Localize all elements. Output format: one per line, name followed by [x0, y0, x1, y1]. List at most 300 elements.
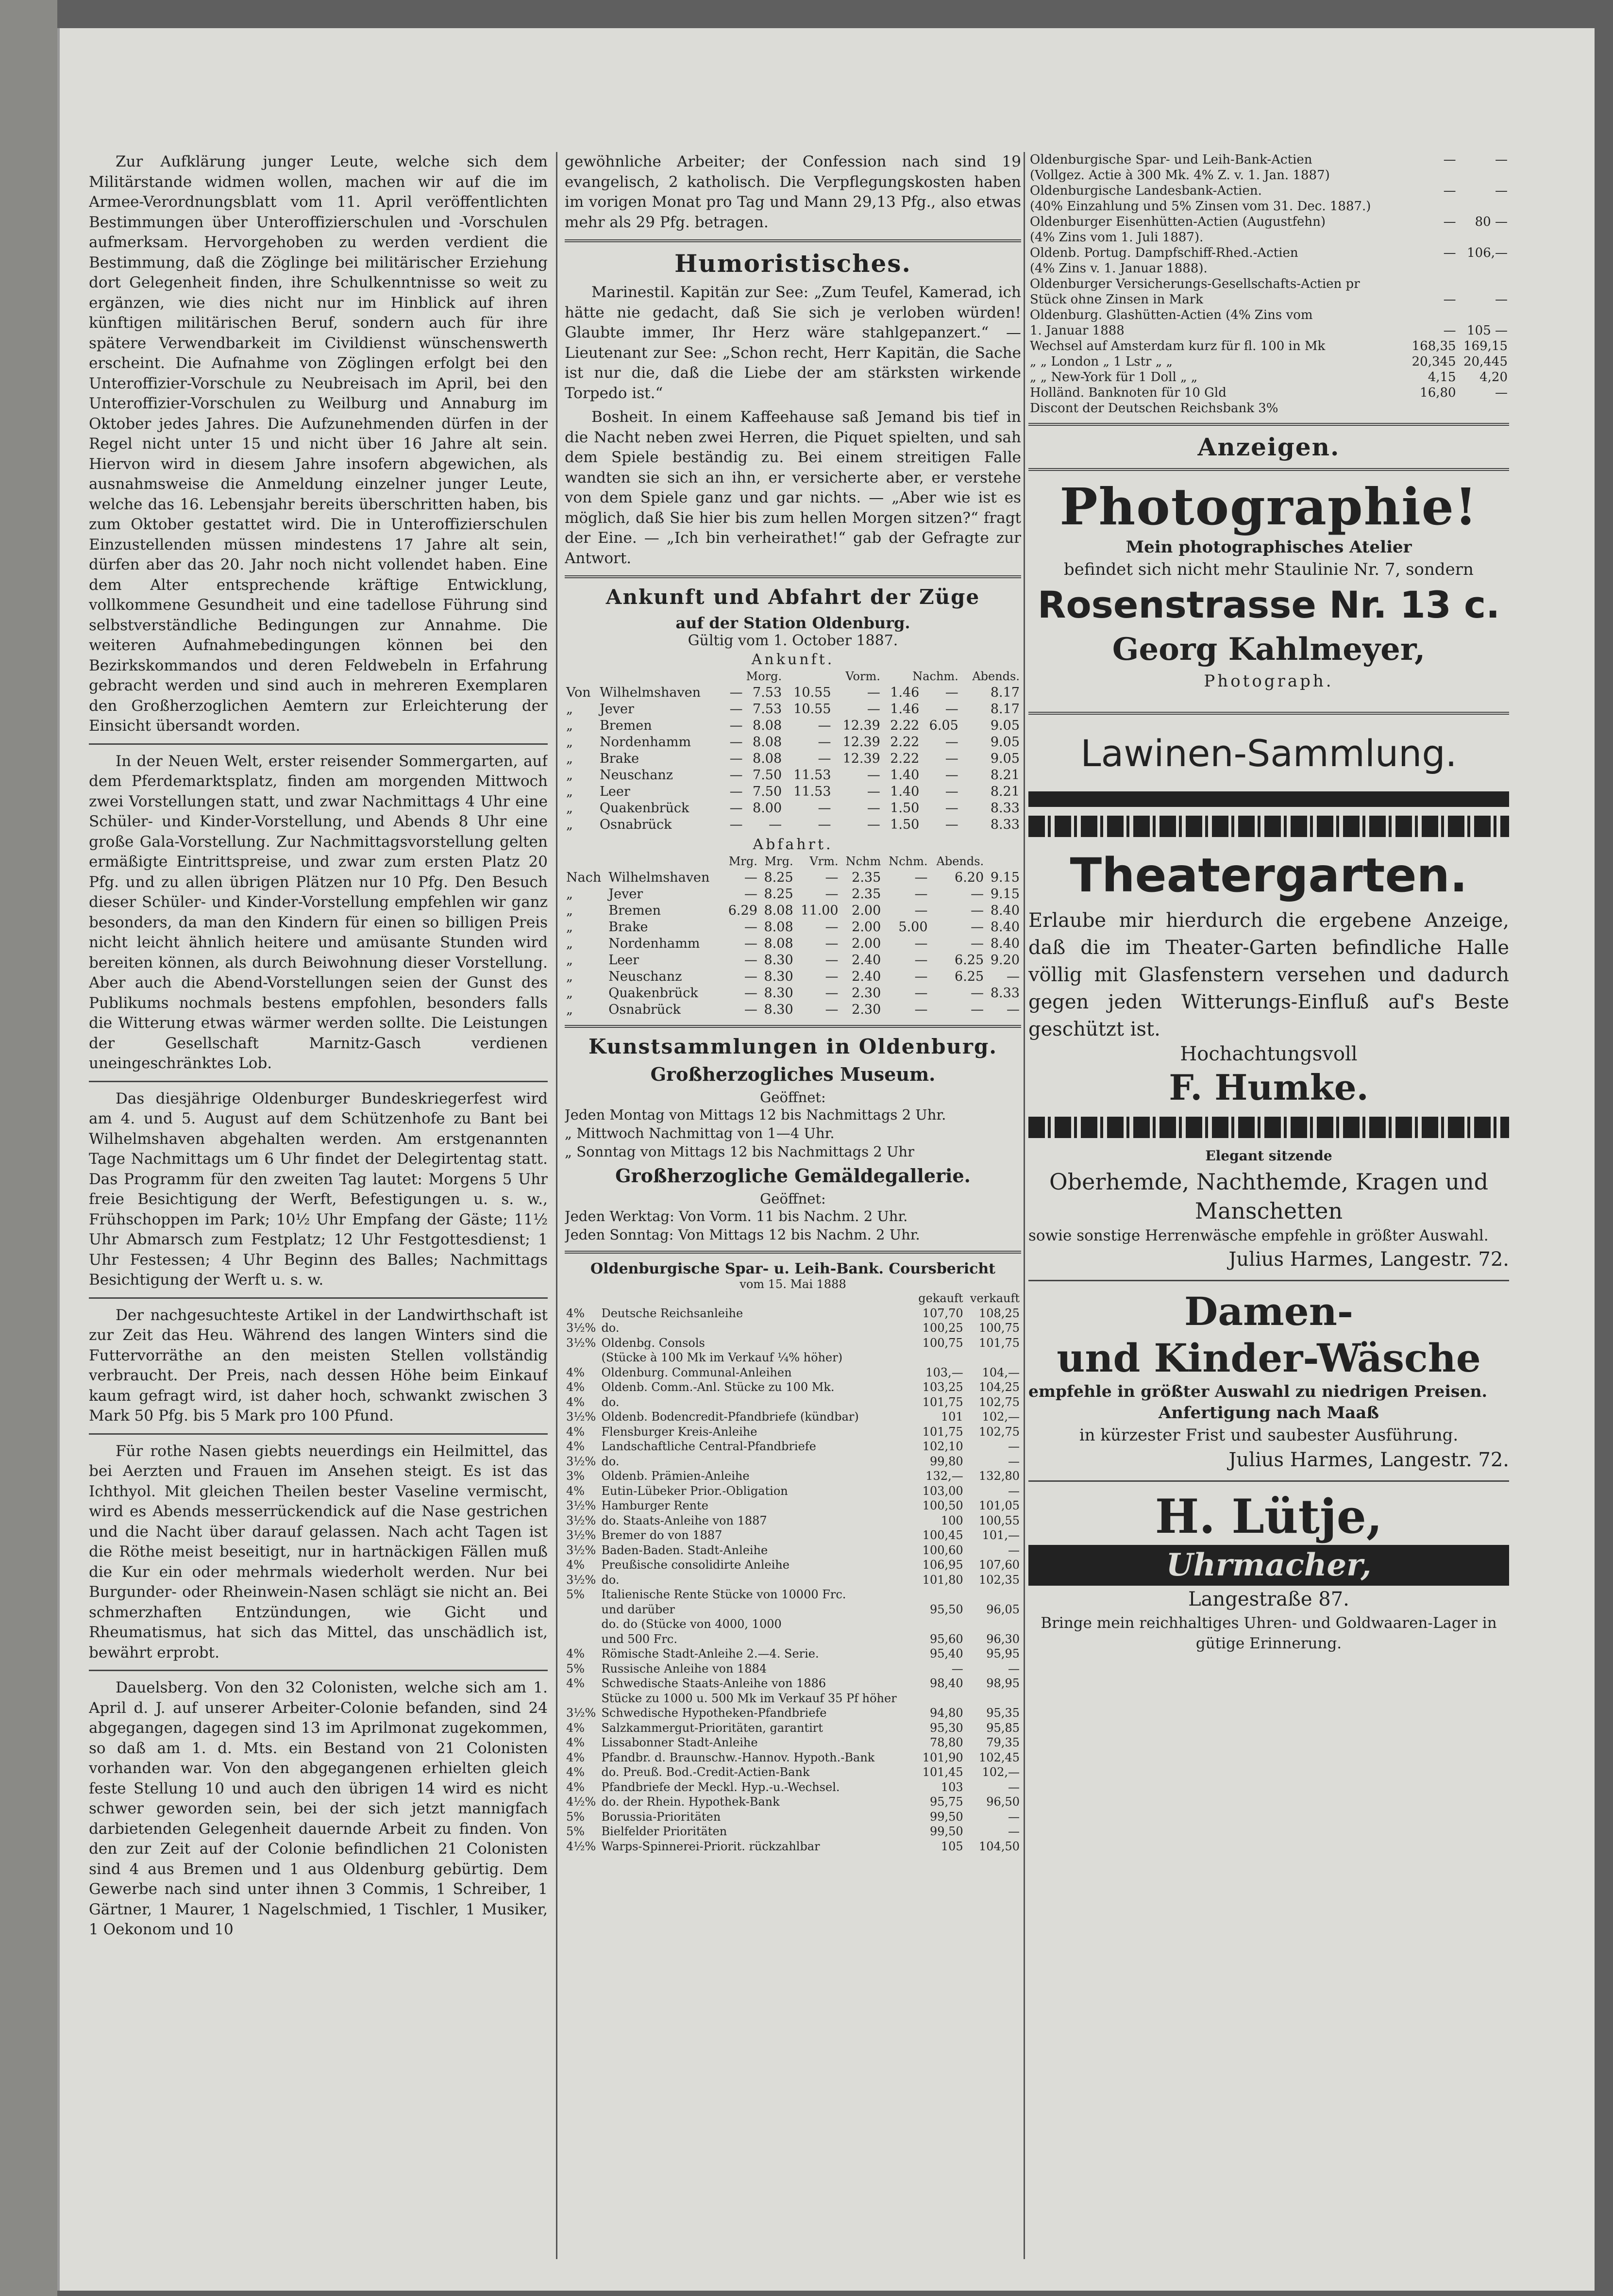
timetable-row [565, 952, 1021, 969]
train-time: — [729, 702, 743, 717]
train-time: 8.08 [753, 751, 782, 766]
bank-sold: 100,75 [979, 1321, 1020, 1335]
train-time: — [914, 1002, 928, 1017]
bank-row [565, 1617, 1021, 1632]
bank-row [565, 1425, 1021, 1440]
station-name: Quakenbrück [599, 801, 689, 816]
timetable-prefix: Nach [566, 870, 602, 885]
bank-security: Preußische consolidirte Anleihe [601, 1558, 790, 1572]
bank-row [565, 1661, 1021, 1676]
train-time: 2.30 [852, 986, 881, 1001]
gallery-open-label: Geöffnet: [760, 1190, 826, 1207]
train-time: — [825, 953, 839, 968]
timetable-prefix: „ [566, 702, 573, 717]
bank-row [565, 1794, 1021, 1810]
bank-sold: — [1008, 1454, 1020, 1468]
train-time: — [945, 784, 958, 799]
bank-sold: 96,50 [986, 1795, 1020, 1809]
train-time: 8.08 [753, 735, 782, 750]
bank-bought [913, 1587, 965, 1602]
train-time: 12.39 [842, 735, 880, 750]
security-sold: — [1495, 152, 1508, 167]
bank-row [565, 1454, 1021, 1469]
bank-sold [965, 1587, 1021, 1602]
security-name: (40% Einzahlung und 5% Zinsen vom 31. Dec. 1887.) [1030, 199, 1371, 214]
ad-theater-text: Erlaube mir hierdurch die ergebene Anzeige, daß die im Theater-Garten befindliche Halle völlig mit Glasfenstern versehen und dadurch gegen jeden Witterungs-Einfluß auf's Beste geschützt ist. [1028, 909, 1509, 1040]
security-name: Oldenburg. Glashütten-Actien (4% Zins vom [1030, 308, 1313, 322]
train-time: — [744, 969, 757, 984]
timetable-prefix: „ [566, 1002, 573, 1017]
train-time: 1.50 [890, 801, 920, 816]
train-time: 8.17 [990, 685, 1020, 700]
bank-security: do. Staats-Anleihe von 1887 [601, 1513, 767, 1527]
securities-row [1028, 152, 1509, 168]
bank-security: Salzkammergut-Prioritäten, garantirt [601, 1721, 823, 1735]
bank-row [565, 1735, 1021, 1750]
article-dauelsberg: Dauelsberg. Von den 32 Colonisten, welche sich am 1. April d. J. auf unserer Arbeiter-Colonie befanden, sind 24 abgegangen, dagegen sind 13 im Aprilmonat zugekommen, so daß am 1. d. Mts. ein Bestand von 21 Colonisten vorhanden war. Von den abgegangenen erhielten gleich feste Stellung 10 und auch den übrigen 14 wird es nicht schwer geworden sein, bei der sich jetzt mannigfach darbietenden Gelegenheit dauernde Arbeit zu finden. Von den zur Zeit auf der Colonie befindlichen 21 Colonisten sind 4 aus Bremen und 1 aus Oldenburg gebürtig. Dem Gewerbe nach sind unter ihnen 3 Commis, 1 Schreiber, 1 Gärtner, 1 Maurer, 1 Nagelschmied, 1 Tischler, 1 Musiker, 1 Oekonom und 10 [89, 1679, 548, 1938]
security-bought: — [1443, 152, 1456, 167]
museum-hours-line: „ Mittwoch Nachmittag von 1—4 Uhr. [565, 1125, 835, 1141]
timetable-prefix: „ [566, 801, 573, 816]
timetable-row [565, 767, 1021, 784]
train-time: — [729, 718, 743, 733]
bank-bought: 132,— [925, 1469, 963, 1483]
train-time: — [729, 801, 743, 816]
bank-bought: 78,80 [929, 1736, 963, 1749]
train-time: 1.46 [890, 702, 920, 717]
article-military: Zur Aufklärung junger Leute, welche sich dem Militärstande widmen wollen, machen wir auf die im Armee-Verordnungsblatt vom 11. April veröffentlichten Bestimmungen über Unteroffizierschulen und -Vorschulen aufmerksam. Hervorgehoben zu werden verdient die Bestimmung, daß die Zöglinge bei militärischer Erziehung dort Gelegenheit finden, ihre Schulkenntnisse so weit zu ergänzen, wie dies nicht nur im Hinblick auf ihren künftigen militärischen Beruf, sondern auch für ihre spätere Verwendbarkeit im Civildienst wünschenswerth erscheint. Die Aufnahme von Zöglingen erfolgt bei den Unteroffizier-Vorschule zu Neubreisach im April, bei den Unteroffizier-Vorschulen zu Weilburg und Annaburg im Oktober jedes Jahres. Die Aufzunehmenden dürfen in der Regel nicht unter 15 und nicht über 16 Jahre alt sein. Hiervon wird in diesem Jahre insofern abgewichen, als ausnahmsweise die Anmeldung einzelner junger Leute, welche das 16. Lebensjahr bereits überschritten haben, bis zum Oktober gestattet wird. Die in Unteroffizierschulen Einzustellenden müssen mindestens 17 Jahre alt sein, dürfen aber das 20. Jahr noch nicht vollendet haben. Eine dem Alter entsprechende kräftige Entwicklung, vollkommene Gesundheit und eine tadellose Führung sind selbstverständliche Bedingungen zur Annahme. Die weiteren Aufnahmebedingungen können bei den Bezirkskommandos und deren Feldwebeln in Erfahrung gebracht werden und sind auch in mehreren Exemplaren den Großherzoglichen Aemtern zur Erleichterung der Einsicht übersandt worden. [89, 153, 548, 735]
bank-security: Russische Anleihe von 1884 [601, 1661, 767, 1676]
bank-row [565, 1336, 1021, 1351]
bank-rate: 3½% [566, 1336, 596, 1350]
ad-ornament [1028, 1117, 1509, 1138]
timetable-row [565, 701, 1021, 718]
train-time: — [825, 936, 839, 951]
bank-rate: 5% [566, 1825, 585, 1838]
security-bought: — [1443, 323, 1456, 338]
bank-bought: 100 [941, 1513, 963, 1527]
security-bought: — [1443, 184, 1456, 198]
bank-bought: 100,50 [922, 1499, 963, 1512]
train-time: — [729, 817, 743, 832]
bank-sold: 108,25 [979, 1306, 1020, 1320]
bank-row [565, 1602, 1021, 1617]
bank-bought: 103,25 [922, 1380, 963, 1394]
train-time: 8.40 [990, 936, 1020, 951]
station-name: Bremen [608, 903, 661, 918]
ad-kinder-waesche: und Kinder-Wäsche [1057, 1335, 1481, 1381]
bank-security: Oldenb. Comm.-Anl. Stücke zu 100 Mk. [601, 1380, 835, 1394]
train-time: 11.53 [793, 768, 831, 783]
train-time: 8.25 [764, 870, 793, 885]
bank-rate: 4½% [566, 1839, 596, 1853]
timetable-header: Vrm. [809, 855, 839, 868]
gallery-hours-line: Jeden Werktag: Von Vorm. 11 bis Nachm. 2 Uhr. [565, 1208, 908, 1224]
securities-row [1028, 245, 1509, 261]
train-time: 12.39 [842, 751, 880, 766]
bank-bought: 101,75 [922, 1395, 963, 1409]
bank-sold: 95,35 [986, 1706, 1020, 1720]
timetable-prefix: „ [566, 784, 573, 799]
bank-bought: 107,70 [922, 1306, 963, 1320]
bank-sold: 102,75 [979, 1395, 1020, 1409]
timetable-prefix: „ [566, 920, 573, 935]
security-name: Holländ. Banknoten für 10 Gld [1030, 385, 1227, 400]
train-time: 2.30 [852, 1002, 881, 1017]
security-bought: — [1443, 292, 1456, 307]
art-heading: Kunstsammlungen in Oldenburg. [588, 1035, 997, 1058]
column-3 [1028, 152, 1509, 2259]
train-time: — [729, 751, 743, 766]
station-name: Brake [608, 920, 648, 935]
station-name: Nordenhamm [608, 936, 700, 951]
train-time: — [744, 1002, 757, 1017]
train-time: 2.22 [890, 735, 920, 750]
bank-sold: 102,— [982, 1410, 1020, 1424]
security-name: Oldenburgische Spar- und Leih-Bank-Actien [1030, 152, 1312, 167]
timetable-header: Mrg. [764, 855, 793, 868]
ad-harmes-text: sowie sonstige Herrenwäsche empfehle in größter Auswahl. [1028, 1227, 1489, 1244]
train-time: 10.55 [793, 702, 831, 717]
bank-bought: 94,80 [929, 1706, 963, 1720]
train-time: 7.50 [753, 784, 782, 799]
timetable-row [565, 817, 1021, 833]
train-time: — [971, 986, 984, 1001]
train-time: 8.33 [990, 817, 1020, 832]
book-edge [0, 0, 57, 2296]
train-time: 9.15 [990, 870, 1020, 885]
bank-security: Eutin-Lübeker Prior.-Obligation [601, 1484, 788, 1498]
ad-photo-job: Photograph. [1204, 671, 1334, 691]
train-time: — [729, 768, 743, 783]
bank-bought: 101,90 [922, 1750, 963, 1764]
bank-security: Stücke zu 1000 u. 500 Mk im Verkauf 35 Pf höher [601, 1691, 897, 1705]
bank-sold: 96,05 [986, 1602, 1020, 1616]
ad-harmes2-text2: Anfertigung nach Maaß [1158, 1403, 1379, 1423]
bank-rate: 4% [566, 1440, 585, 1453]
bank-bought: 99,50 [929, 1810, 963, 1824]
bank-sold: — [1008, 1810, 1020, 1824]
joke-marinestil: Marinestil. Kapitän zur See: „Zum Teufel, Kamerad, ich hätte nie gedacht, daß Sie sich je verloben würden! Glaubte immer, Ihr Herz wäre stahlgepanzert.“ — Lieutenant zur See: „Schon recht, Herr Kapitän, die Sache ist nur die, daß die Liebe der am stärksten wirkende Torpedo ist.“ [565, 284, 1021, 402]
timetable-prefix: „ [566, 953, 573, 968]
bank-sold [965, 1350, 1021, 1365]
bank-row [565, 1380, 1021, 1395]
bank-security: Römische Stadt-Anleihe 2.—4. Serie. [601, 1647, 819, 1660]
bank-sold: — [1008, 1543, 1020, 1557]
train-time: — [945, 801, 958, 816]
security-bought [1406, 230, 1457, 245]
train-time: 9.05 [990, 751, 1020, 766]
bank-security: do. [601, 1395, 620, 1409]
train-time: — [971, 936, 984, 951]
bank-bought [913, 1350, 965, 1365]
train-time: — [914, 903, 928, 918]
train-time: 1.46 [890, 685, 920, 700]
securities-row [1028, 401, 1509, 416]
timetable-row [565, 800, 1021, 817]
timetable-row [565, 734, 1021, 751]
bank-row [565, 1350, 1021, 1365]
train-time: 2.40 [852, 969, 881, 984]
security-name: (Vollgez. Actie à 300 Mk. 4% Z. v. 1. Jan. 1887) [1030, 168, 1330, 183]
timetable-header: Nachm. [912, 670, 958, 683]
station-name: Brake [599, 751, 639, 766]
ad-divider-bar [1028, 791, 1509, 807]
train-time: — [744, 953, 757, 968]
security-sold: 169,15 [1463, 339, 1508, 353]
ad-theater-greeting: Hochachtungsvoll [1180, 1043, 1358, 1065]
bank-rate: 4% [566, 1380, 585, 1394]
bank-security: Deutsche Reichsanleihe [601, 1306, 743, 1320]
station-name: Jever [599, 702, 634, 717]
bank-bought: 103,— [925, 1365, 963, 1379]
ad-photo-line2: befindet sich nicht mehr Staulinie Nr. 7, sondern [1064, 560, 1474, 579]
bank-rate: 5% [566, 1661, 585, 1676]
timetable-prefix: „ [566, 969, 573, 984]
train-time: — [825, 920, 839, 935]
security-name: 1. Januar 1888 [1030, 323, 1125, 338]
train-heading: Ankunft und Abfahrt der Züge [605, 585, 980, 609]
train-time: 7.53 [753, 685, 782, 700]
bank-rate: 3½% [566, 1454, 596, 1468]
train-station: auf der Station Oldenburg. [675, 614, 910, 632]
train-time: 8.08 [753, 718, 782, 733]
train-time: — [1007, 1002, 1020, 1017]
train-time: — [971, 1002, 984, 1017]
securities-row [1028, 338, 1509, 354]
bank-security: Warps-Spinnerei-Priorit. rückzahlbar [601, 1839, 820, 1853]
bank-row [565, 1321, 1021, 1336]
bank-security: Schwedische Hypotheken-Pfandbriefe [601, 1706, 827, 1720]
security-sold [1458, 168, 1509, 183]
security-bought [1406, 261, 1457, 276]
timetable-row [565, 718, 1021, 734]
bank-bought: 95,40 [929, 1647, 963, 1660]
bank-security: Pfandbr. d. Braunschw.-Hannov. Hypoth.-Bank [601, 1750, 875, 1764]
bank-bought: 100,75 [922, 1336, 963, 1350]
bank-sold: 101,75 [979, 1336, 1020, 1350]
bank-security: und darüber [601, 1602, 675, 1616]
ad-photo-address: Rosenstrasse Nr. 13 c. [1037, 583, 1500, 626]
bank-security: Baden-Baden. Stadt-Anleihe [601, 1543, 768, 1557]
timetable-prefix: „ [566, 903, 573, 918]
bank-rate: 4% [566, 1306, 585, 1320]
bank-row [565, 1750, 1021, 1765]
train-time: — [945, 768, 958, 783]
bank-bought: — [951, 1661, 963, 1676]
bank-rate: 4% [566, 1484, 585, 1498]
train-time: 1.40 [890, 784, 920, 799]
train-time: 1.50 [890, 817, 920, 832]
timetable-row [565, 1002, 1021, 1018]
train-time: 8.00 [753, 801, 782, 816]
train-time: — [818, 735, 831, 750]
bank-row [565, 1780, 1021, 1795]
train-time: — [744, 936, 757, 951]
train-time: — [914, 953, 928, 968]
bank-rate [565, 1617, 600, 1632]
bank-row [565, 1587, 1021, 1602]
bank-sold: 101,05 [979, 1499, 1020, 1512]
train-time: — [914, 969, 928, 984]
ad-photo-name: Georg Kahlmeyer, [1112, 631, 1426, 668]
bank-sold [965, 1617, 1021, 1632]
museum-open-label: Geöffnet: [760, 1089, 826, 1106]
security-name: Oldenb. Portug. Dampfschiff-Rhed.-Actien [1030, 246, 1298, 260]
bank-heading: Oldenburgische Spar- u. Leih-Bank. Coursbericht [590, 1260, 996, 1277]
train-time: 8.33 [990, 801, 1020, 816]
bank-security: do. do (Stücke von 4000, 1000 [601, 1617, 782, 1631]
bank-sold: — [1008, 1440, 1020, 1453]
ad-theater-name: F. Humke. [1169, 1067, 1369, 1108]
security-bought: 20,345 [1411, 354, 1456, 369]
timetable-header: Mrg. [728, 855, 757, 868]
station-name: Osnabrück [608, 1002, 681, 1017]
securities-row [1028, 230, 1509, 245]
timetable-prefix: „ [566, 887, 573, 902]
train-time: 2.35 [852, 887, 881, 902]
security-sold: 106,— [1467, 246, 1508, 260]
station-name: Neuschanz [608, 969, 682, 984]
train-time: — [825, 969, 839, 984]
station-name: Neuschanz [599, 768, 673, 783]
train-time: — [825, 986, 839, 1001]
bank-row [565, 1469, 1021, 1484]
train-time: — [867, 784, 880, 799]
train-time: — [914, 870, 928, 885]
bank-security: Lissabonner Stadt-Anleihe [601, 1736, 758, 1749]
bank-rate: 3½% [566, 1513, 596, 1527]
timetable-prefix: Von [566, 685, 591, 700]
timetable-prefix: „ [566, 751, 573, 766]
security-sold [1458, 307, 1509, 323]
bank-bought [913, 1691, 965, 1706]
ad-lawinen: Lawinen-Sammlung. [1080, 732, 1457, 775]
timetable-row [565, 751, 1021, 767]
train-time: 8.08 [764, 920, 793, 935]
train-time: 11.53 [793, 784, 831, 799]
timetable-header: Vorm. [845, 670, 880, 683]
bank-rate: 4% [566, 1647, 585, 1660]
train-time: 8.30 [764, 1002, 793, 1017]
train-time: 2.00 [852, 920, 881, 935]
bank-security: Flensburger Kreis-Anleihe [601, 1425, 757, 1439]
train-time: — [971, 887, 984, 902]
train-time: 9.20 [990, 953, 1020, 968]
bank-rate: 4% [566, 1365, 585, 1379]
article-rothe-nasen: Für rothe Nasen giebts neuerdings ein Heilmittel, das bei Aerzten und Frauen im Ansehen steigt. Es ist das Ichthyol. Mit gleichen Theilen bester Vaseline vermischt, wird es Abends messerrückendick auf die Nase gestrichen und die Nacht über darauf gelassen. Nach acht Tagen ist die Röthe meist beseitigt, nur in hartnäckigen Fällen muß die Kur ein oder mehrmals wiederholt werden. Nur bei Burgunder- oder Rheinwein-Nasen schlägt sie nicht an. Bei schmerzhaften Entzündungen, wie Gicht und Rheumatismus, hat sich das Mittel, das unschädlich ist, bewährt erprobt. [89, 1442, 548, 1661]
security-sold: 80 — [1475, 215, 1508, 229]
train-time: — [825, 1002, 839, 1017]
bank-sold: 132,80 [979, 1469, 1020, 1483]
bank-row [565, 1646, 1021, 1661]
train-time: — [729, 784, 743, 799]
security-name: (4% Zins vom 1. Juli 1887). [1030, 230, 1204, 245]
bank-bought: 102,10 [922, 1440, 963, 1453]
train-time: 6.20 [955, 870, 984, 885]
ad-uhrmacher: Uhrmacher, [1028, 1545, 1509, 1586]
bank-security: do. [601, 1454, 620, 1468]
bank-bought: 105 [941, 1839, 963, 1853]
bank-sold [965, 1691, 1021, 1706]
bank-rate: 3½% [566, 1499, 596, 1512]
bank-bought [913, 1617, 965, 1632]
train-time: — [825, 870, 839, 885]
security-name: Discont der Deutschen Reichsbank 3% [1030, 401, 1278, 416]
bank-rate: 4½% [566, 1795, 596, 1809]
station-name: Quakenbrück [608, 986, 698, 1001]
train-time: — [914, 887, 928, 902]
bank-sold: 102,35 [979, 1573, 1020, 1587]
bank-bought: 95,50 [929, 1602, 963, 1616]
bank-bought: 95,75 [929, 1795, 963, 1809]
bank-sold: 104,25 [979, 1380, 1020, 1394]
bank-row [565, 1691, 1021, 1706]
bank-row [565, 1676, 1021, 1691]
train-time: 8.40 [990, 920, 1020, 935]
bank-sold: 102,— [982, 1765, 1020, 1779]
train-time: — [729, 685, 743, 700]
train-time: — [945, 735, 958, 750]
train-time: 8.17 [990, 702, 1020, 717]
securities-row [1028, 323, 1509, 338]
train-time: 8.33 [990, 986, 1020, 1001]
bank-row [565, 1839, 1021, 1854]
train-time: — [818, 718, 831, 733]
train-time: 6.25 [955, 953, 984, 968]
bank-rate: 4% [566, 1676, 585, 1690]
timetable-prefix: „ [566, 735, 573, 750]
bank-sold: — [1008, 1780, 1020, 1794]
timetable-prefix: „ [566, 768, 573, 783]
bank-rate: 4% [566, 1395, 585, 1409]
station-name: Osnabrück [599, 817, 672, 832]
station-name: Nordenhamm [599, 735, 691, 750]
securities-row [1028, 214, 1509, 230]
train-time: 8.30 [764, 986, 793, 1001]
museum-hours [565, 1106, 1021, 1161]
bank-row [565, 1365, 1021, 1380]
ad-luetje: H. Lütje, [1155, 1489, 1383, 1544]
security-name: „ „ New-York für 1 Doll „ „ [1030, 370, 1198, 385]
station-name: Bremen [599, 718, 652, 733]
timetable-prefix: „ [566, 986, 573, 1001]
bank-sold: 95,85 [986, 1721, 1020, 1735]
train-time: — [945, 685, 958, 700]
bank-security: do. der Rhein. Hypothek-Bank [601, 1795, 780, 1809]
security-sold [1458, 276, 1509, 292]
museum-hours-line: „ Sonntag von Mittags 12 bis Nachmittags 2 Uhr [565, 1143, 914, 1160]
train-time: 7.50 [753, 768, 782, 783]
timetable-row [565, 870, 1021, 886]
bank-rate: 3½% [566, 1528, 596, 1542]
train-time: 1.40 [890, 768, 920, 783]
bank-security: do. [601, 1573, 620, 1587]
bank-bought: 95,60 [929, 1632, 963, 1646]
security-sold [1458, 261, 1509, 276]
train-time: 10.55 [793, 685, 831, 700]
train-time: — [744, 986, 757, 1001]
timetable-row [565, 903, 1021, 919]
article-neue-welt: In der Neuen Welt, erster reisender Sommergarten, auf dem Pferdemarktsplatz, finden am morgenden Mittwoch zwei Vorstellungen statt, und zwar Nachmittags 4 Uhr eine Schüler- und Kinder-Vorstellung, und Abends 8 Uhr eine große Gala-Vorstellung. Zur Nachmittagsvorstellung gelten ermäßigte Eintrittspreise, und zwar zum ersten Platz 20 Pfg. und zu allen übrigen Plätzen nur 10 Pfg. Den Besuch dieser Schüler- und Kinder-Vorstellung empfehlen wir ganz besonders, da man den Kindern für einen so billigen Preis nicht leicht ähnlich heitere und amüsante Stunden wird bereiten können, als durch Beiwohnung dieser Vorstellung. Aber auch die Abend-Vorstellungen seien der Gunst des Publikums nochmals bestens empfohlen, besonders falls die Witterung etwas wärmer werden sollte. Die Leistungen der Gesellschaft Marnitz-Gasch verdienen uneingeschränktes Lob. [89, 752, 548, 1072]
bank-head-sold: verkauft [970, 1291, 1020, 1305]
bank-bought: 100,60 [922, 1543, 963, 1557]
bank-sold: 100,55 [979, 1513, 1020, 1527]
security-name: Oldenburger Eisenhütten-Actien (Augustfehn) [1030, 215, 1326, 229]
securities-row [1028, 369, 1509, 385]
bank-bought: 100,45 [922, 1528, 963, 1542]
bank-bought: 95,30 [929, 1721, 963, 1735]
